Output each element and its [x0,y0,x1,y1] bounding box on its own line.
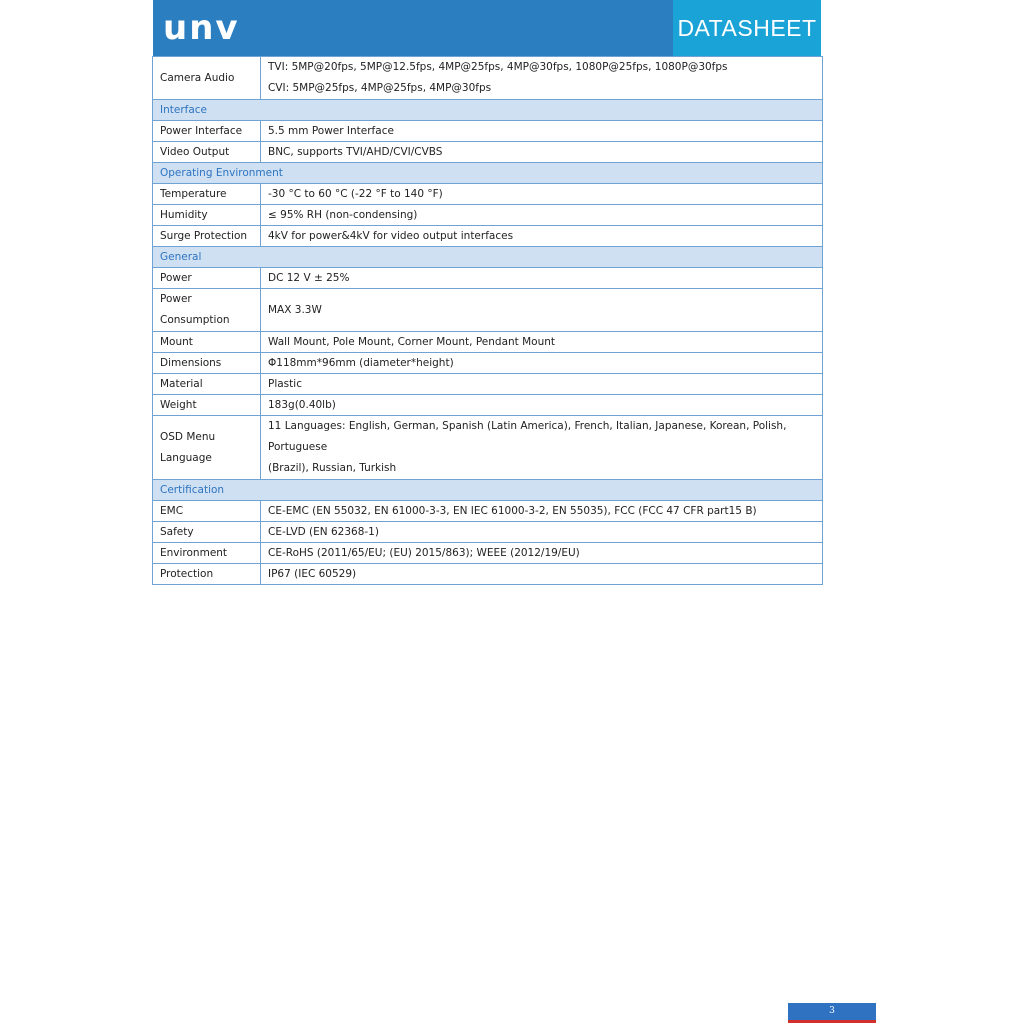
spec-value-line: CVI: 5MP@25fps, 4MP@25fps, 4MP@30fps [268,82,492,94]
spec-label: Temperature [153,184,261,205]
spec-label: EMC [153,501,261,522]
table-row [153,332,823,353]
table-row [153,353,823,374]
table-row [153,57,823,100]
spec-label: Safety [153,522,261,543]
table-row [153,184,823,205]
section-row [153,247,823,268]
spec-value: 5.5 mm Power Interface [261,121,823,142]
spec-table [152,56,823,585]
spec-value-line: (Brazil), Russian, Turkish [268,462,397,474]
spec-label: Camera Audio [153,57,261,100]
spec-label: Power [153,268,261,289]
spec-label: Power Interface [153,121,261,142]
datasheet-label-box [673,0,821,56]
spec-value: -30 °C to 60 °C (-22 °F to 140 °F) [261,184,823,205]
spec-label: Video Output [153,142,261,163]
spec-label: Weight [153,395,261,416]
section-row [153,480,823,501]
spec-value: BNC, supports TVI/AHD/CVI/CVBS [261,142,823,163]
page-number: 3 [788,1003,876,1023]
spec-label-line: OSD Menu [160,430,216,443]
table-row [153,121,823,142]
spec-value: MAX 3.3W [261,289,823,332]
spec-value: Φ118mm*96mm (diameter*height) [261,353,823,374]
spec-label: Humidity [153,205,261,226]
logo-text: unv [163,8,240,48]
spec-label: Dimensions [153,353,261,374]
spec-value: 183g(0.40lb) [261,395,823,416]
spec-value: Plastic [261,374,823,395]
page-header [153,0,821,56]
table-row [153,268,823,289]
section-title: Operating Environment [153,163,823,184]
spec-label: Surge Protection [153,226,261,247]
section-title: General [153,247,823,268]
spec-label-line: Language [160,451,212,464]
table-row [153,501,823,522]
table-row [153,564,823,585]
spec-value: IP67 (IEC 60529) [261,564,823,585]
spec-value-line: 11 Languages: English, German, Spanish (Latin America), French, Italian, Japanese, Korean, Polish, Portuguese [268,420,787,453]
table-row [153,289,823,332]
table-row [153,395,823,416]
spec-value: ≤ 95% RH (non-condensing) [261,205,823,226]
table-row [153,543,823,564]
spec-label: Protection [153,564,261,585]
table-row [153,522,823,543]
section-title: Interface [153,100,823,121]
table-row [153,374,823,395]
spec-label-line: Power [160,293,192,305]
spec-label: Mount [153,332,261,353]
spec-value [261,57,823,100]
section-row [153,100,823,121]
table-row [153,416,823,480]
section-row [153,163,823,184]
spec-value-line: TVI: 5MP@20fps, 5MP@12.5fps, 4MP@25fps, 4MP@30fps, 1080P@25fps, 1080P@30fps [268,61,728,73]
unv-logo [163,8,240,48]
spec-label: Material [153,374,261,395]
table-row [153,226,823,247]
table-row [153,205,823,226]
spec-label: Environment [153,543,261,564]
spec-value: CE-RoHS (2011/65/EU; (EU) 2015/863); WEEE (2012/19/EU) [261,543,823,564]
spec-value [261,416,823,480]
spec-value: CE-LVD (EN 62368-1) [261,522,823,543]
spec-value: DC 12 V ± 25% [261,268,823,289]
spec-value: 4kV for power&4kV for video output interfaces [261,226,823,247]
spec-value: CE-EMC (EN 55032, EN 61000-3-3, EN IEC 61000-3-2, EN 55035), FCC (FCC 47 CFR part15 B) [261,501,823,522]
table-row [153,142,823,163]
datasheet-title: DATASHEET [677,14,817,41]
spec-value: Wall Mount, Pole Mount, Corner Mount, Pendant Mount [261,332,823,353]
section-title: Certification [153,480,823,501]
spec-label [153,289,261,332]
spec-label-line: Consumption [160,314,230,326]
spec-label [153,416,261,480]
